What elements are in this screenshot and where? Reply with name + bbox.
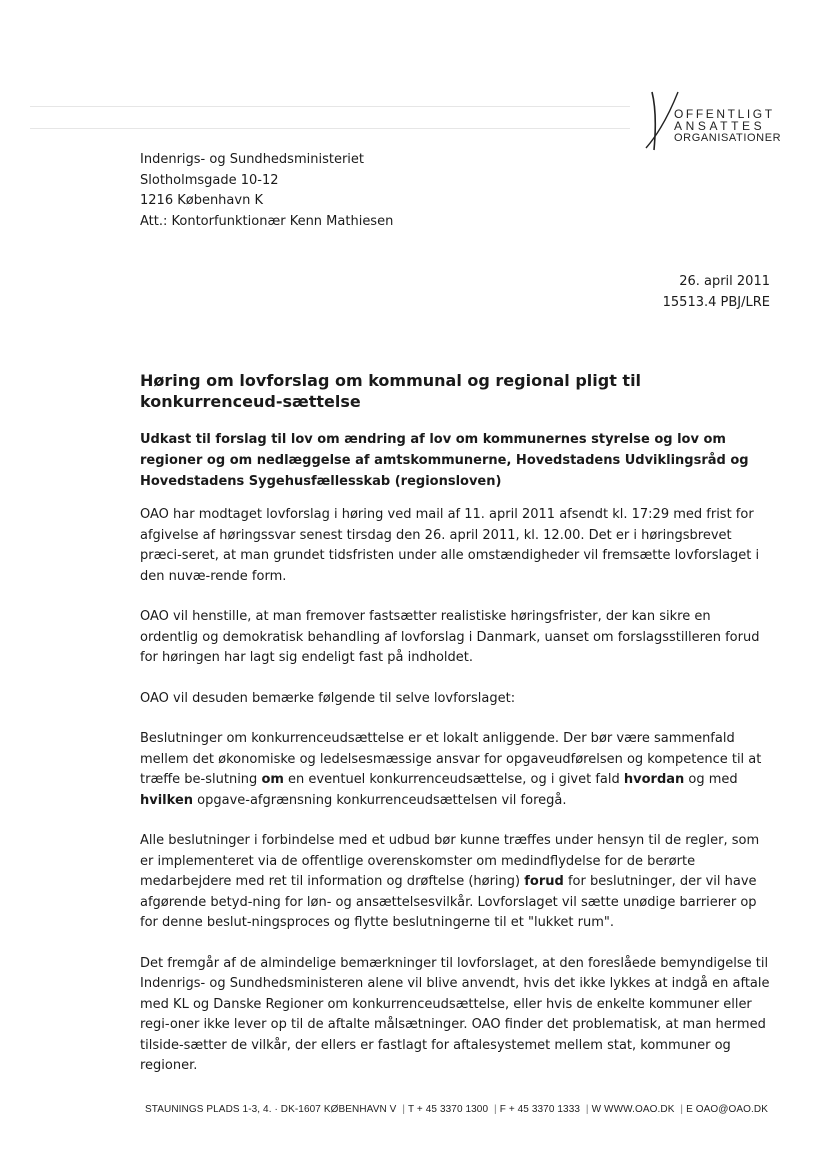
emphasis-hvordan: hvordan — [623, 772, 685, 787]
logo-line-2: ANSATTES — [674, 119, 766, 133]
paragraph-4-text: Beslutninger om konkurrenceudsættelse er et lokalt anliggende. Der bør være sammenfald mellem det økonomiske og ledelsesmæssige ansvar for opgaveudførelsen og kompetence til at træffe be-slutning — [140, 731, 762, 787]
paragraph-5 — [140, 831, 772, 934]
letter-title: Høring om lovforslag om kommunal og regional pligt til konkurrenceud-sættelse — [140, 371, 642, 411]
footer-separator: | — [680, 1104, 684, 1115]
paragraph-4-text: opgave-afgrænsning konkurrenceudsættelsen vil foregå. — [193, 792, 567, 808]
recipient-street: Slotholmsgade 10-12 — [140, 172, 279, 188]
paragraph-3: OAO vil desuden bemærke følgende til selve lovforslaget: — [140, 690, 516, 706]
recipient-city: 1216 København K — [140, 193, 263, 208]
recipient-name: Indenrigs- og Sundhedsministeriet — [140, 152, 364, 167]
recipient-attention: Att.: Kontorfunktionær Kenn Mathiesen — [140, 213, 394, 229]
paragraph-4-text: og med — [684, 772, 738, 787]
footer-separator: | — [402, 1104, 406, 1115]
header-rule — [30, 106, 630, 107]
logo-line-3: ORGANISATIONER — [674, 132, 782, 144]
paragraph-2: OAO vil henstille, at man fremover fastsætter realistiske høringsfrister, der kan sikre en ordentlig og demokratisk behandling af lovforslag i Danmark, uanset om forslagsstilleren forud for høringen har lagt sig endeligt fast på indholdet. — [140, 609, 760, 665]
paragraph-4-text: en eventuel konkurrenceudsættelse, og i givet fald — [283, 772, 624, 787]
letter-date: 26. april 2011 — [679, 274, 770, 289]
footer-separator: | — [585, 1104, 589, 1115]
oao-logo — [644, 88, 784, 154]
emphasis-forud: forud — [524, 874, 564, 889]
footer-address: STAUNINGS PLADS 1-3, 4. · DK-1607 KØBENHAVN V — [145, 1104, 397, 1115]
date-block — [663, 272, 770, 313]
recipient-address — [140, 150, 393, 232]
emphasis-om: om — [261, 772, 284, 787]
letter-footer — [0, 1104, 768, 1115]
letter-reference: 15513.4 PBJ/LRE — [662, 294, 770, 310]
paragraph-5-text: for beslutninger, der vil have afgørende betyd-ning for løn- og ansættelsesvilkår. Lovforslaget vil sætte unødige barrierer op for denne beslut-ningsproces og flytte beslutningerne til et "lukket rum". — [140, 874, 757, 930]
header-rule — [30, 128, 630, 129]
footer-fax: F + 45 3370 1333 — [499, 1104, 581, 1115]
logo-line-1: OFFENTLIGT — [674, 107, 775, 121]
logo-wordmark — [674, 108, 781, 144]
footer-web: W WWW.OAO.DK — [591, 1104, 675, 1115]
paragraph-6: Det fremgår af de almindelige bemærkninger til lovforslaget, at den foreslåede bemyndigelse til Indenrigs- og Sundhedsministeren alene vil blive anvendt, hvis det ikke lykkes at indgå en aftale med KL og Danske Regioner om konkurrenceudsættelse, eller hvis de enkelte kommuner eller regi-oner ikke lever op til de aftalte målsætninger. OAO finder det problematisk, at man hermed tilside-sætter de vilkår, der ellers er fastlagt for aftalesystemet mellem stat, kommuner og regioner. — [140, 955, 770, 1073]
emphasis-hvilken: hvilken — [140, 792, 194, 808]
footer-phone: T + 45 3370 1300 — [408, 1104, 489, 1115]
letter-subtitle: Udkast til forslag til lov om ændring af lov om kommunernes styrelse og lov om regioner og om nedlæggelse af amtskommunerne, Hovedstadens Udviklingsråd og Hovedstadens Sygehusfællesskab (regionsloven) — [140, 432, 749, 489]
footer-separator: | — [494, 1104, 497, 1115]
letter-body — [140, 505, 772, 1097]
footer-email: E OAO@OAO.DK — [686, 1104, 768, 1115]
paragraph-5-text: Alle beslutninger i forbindelse med et udbud bør kunne træffes under hensyn til de regler, som er implementeret via de offentlige overenskomster om medindflydelse for de berørte medarbejdere med ret til information og drøftelse (høring) — [140, 833, 760, 889]
paragraph-1: OAO har modtaget lovforslag i høring ved mail af 11. april 2011 afsendt kl. 17:29 med frist for afgivelse af høringssvar senest tirsdag den 26. april 2011, kl. 12.00. Det er i høringsbrevet præci-seret, at man grundet tidsfristen under alle omstændigheder vil fremsætte lovforslaget i den nuvæ-rende form. — [140, 507, 760, 584]
paragraph-4 — [140, 729, 772, 811]
